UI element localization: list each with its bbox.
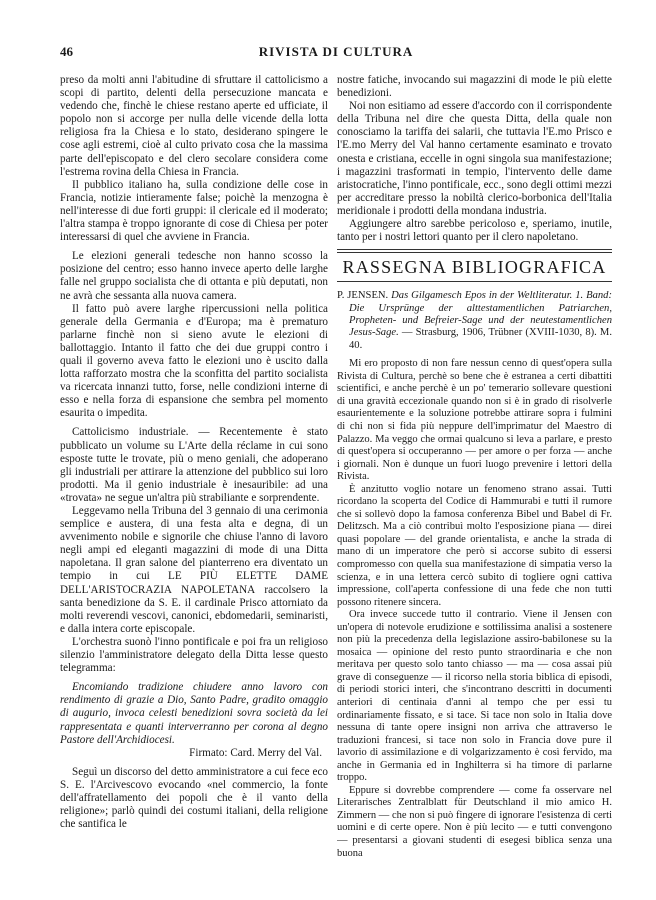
bibliography-work: Das Gilgamesch Epos in der Weltliteratur. 1. Band: Die Ursprünge der alttestamentlichen Patriarchen, Propheten- und Befreier-Sage und der neutestamentlichen Jesus-Sage. [349, 290, 612, 339]
paragraph: Cattolicismo industriale. — Recentemente è stato pubblicato un volume su L'Arte della réclame in cui sono esposte tutte le trovate, più o meno geniali, che adoperano gli industriali per attirare la attenzione del pubblico sui loro prodotti. Ma il genio industriale è inesauribile: ad una «trovata» ne segue un'altra più strabiliante e sorprendente. [60, 426, 328, 504]
review-body [337, 358, 612, 860]
paragraph: preso da molti anni l'abitudine di sfruttare il cattolicismo a scopi di partito, delenti della persecuzione mancata e vedendo che, finchè le chiese restano aperte ed ufficiate, il popolo non si accorge per nulla delle vicende della lotta religiosa fra la Chiesa e lo stato, desiderano spingere le cose agli estremi, cioè al culto privato cosa che la massima parte dell'episcopato e del clero secolare considera come l'estrema rovina della Chiesa in Francia. [60, 74, 328, 178]
bibliography-imprint: — Strasburg, 1906, Trübner (XVIII-1030, 8). M. 40. [349, 327, 612, 351]
right-column [337, 74, 612, 886]
left-column [60, 74, 328, 886]
paragraph: Seguì un discorso del detto amministratore a cui fece eco S. E. l'Arcivescovo evocando «nel commercio, la fonte dell'affratellamento dei popoli che è il vanto della religione»; parlò quindi dei costumi italiani, della religione che santifica le [60, 765, 328, 831]
journal-title: RIVISTA DI CULTURA [258, 44, 414, 59]
paragraph: Il pubblico italiano ha, sulla condizione delle cose in Francia, notizie intieramente false; poichè la menzogna è nell'interesse di due forti gruppi: il clericale ed il moderato; l'altra stampa è troppo ignorante di cose di Chiesa per poter interessarsi di quel che avviene in Francia. [60, 178, 328, 244]
bibliography-author: P. JENSEN. [337, 290, 389, 302]
page-header [60, 44, 612, 62]
paragraph: Noi non esitiamo ad essere d'accordo con il corrispondente della Tribuna nel dire che questa Ditta, della quale non conosciamo la tariffa dei salarii, che tuttavia l'E.mo Prisco e l'E.mo Merry del Val hanno certamente esaminato e trovato onesta e cristiana, eccelle in ogni singola sua manifestazione; i magazzini trasformati in tempio, l'intervento delle dame aristocratiche, l'inno pontificale, ecc., sono degli ottimi mezzi per accreditare presso la nobiltà clerico-borbonica dell'Italia meridionale i prodotti della mondana industria. [337, 100, 612, 217]
telegram-quote: Encomiando tradizione chiudere anno lavoro con rendimento di grazie a Dio, Santo Padre, gradito omaggio di augurio, invoca celesti benedizioni sovra società da lei rappresentata e quanti interverranno per corona al degno Pastore dell'Archidiocesi. [60, 681, 328, 746]
section-title: RASSEGNA BIBLIOGRAFICA [337, 252, 612, 282]
page-number: 46 [60, 44, 73, 59]
section-divider [337, 249, 612, 250]
review-paragraph: Eppure si dovrebbe comprendere — come fa osservare nel Literarisches Zentralblatt für Deutschland il mio amico H. Zimmern — che non si può fingere di ignorare l'esistenza di certi uomini e di certe opere. Non è più lecito — e tutti convengono — presentarsi a giovani studenti di esegesi biblica senza una buona [337, 784, 612, 859]
paragraph: Le elezioni generali tedesche non hanno scosso la posizione del centro; esso hanno invece aperto delle larghe falle nel gruppo socialista che di ottanta e più deputati, non ne avrà che sessanta alla nuova camera. [60, 250, 328, 302]
paragraph: Il fatto può avere larghe ripercussioni nella politica generale della Germania e d'Europa; ma è prematuro parlarne finchè non si sieno avute le elezioni di ballottaggio. Intanto il fatto che dei due gruppi contro i quali il governo aveva fatto le elezioni uno è uscito dalla lotta rafforzato mostra che la sconfitta del partito socialista va ricercata innanzi tutto, forse, nelle condizioni interne di esso e nella forza di espansione che sembra pel momento esaurita o impedita. [60, 302, 328, 420]
paragraph: Aggiungere altro sarebbe pericoloso e, speriamo, inutile, tanto per i nostri lettori quanto per il clero napoletano. [337, 218, 612, 244]
paragraph: L'orchestra suonò l'inno pontificale e poi fra un religioso silenzio l'amministratore delegato della Ditta lesse questo telegramma: [60, 635, 328, 675]
telegram-signature: Firmato: Card. Merry del Val. [189, 746, 322, 759]
review-paragraph: Mi ero proposto di non fare nessun cenno di quest'opera sulla Rivista di Cultura, perchè so bene che è estranea a certi dibattiti scientifici, e anche perchè è un po' temerario sollevare questioni di una gravità eccezionale quando non si è in grado di risolverle esaurientemente e la soluzione potrebbe attirare sopra i fulmini di chi non si fida più neppure dell'imprimatur del Maestro di Palazzo. Ma veggo che ormai qualcuno si leva a parlare, e presto di quest'opera si occuperanno — per amore o per forza — anche i giornali. Non è dunque un fuori luogo prevenire i lettori della Rivista. [337, 358, 612, 483]
paragraph: nostre fatiche, invocando sui magazzini di mode le più elette benedizioni. [337, 74, 612, 100]
review-paragraph: È anzitutto voglio notare un fenomeno strano assai. Tutti ricordano la scoperta del Codice di Hammurabi e tutti il rumore che si sollevò dopo la famosa conferenza Bibel und Babel di Fr. Delitzsch. Ma a ciò contribuì molto l'esposizione piana — direi quasi popolare — del grande orientalista, e anche la strada di mano di un imperatore che però si accorse subito di essersi compromesso con quella sua manifestazione di simpatia verso la scienza, e in una lettera cercò subito di togliere ogni cattiva impressione, coll'aperta confessione di una fede che non tutti possono ritenere sincera. [337, 483, 612, 608]
review-paragraph: Ora invece succede tutto il contrario. Viene il Jensen con un'opera di notevole erudizione e sottilissima analisi a sostenere non più la precedenza della legislazione assiro-babilonese su la mosaica — opinione del resto punto straordinaria e che non meritava per questo solo tanto chiasso — ma — cosa assai più grave di conseguenze — il ricorso nella storia biblica di episodi, di periodi storici interi, che s'incontrano descritti in documenti anteriori di centinaia d'anni al tempo che per essi tu ordinariamente fissato, e si tace. Si tace non solo in Italia dove nessuna di tante opere insigni non arriva che attraverso le traduzioni francesi, si tace non solo in Francia dove pure il lavorio di assimilazione e di volgarizzamento è così fervido, ma anche in Germania ed in Inghilterra si ha timore di parlarne troppo. [337, 609, 612, 784]
bibliography-entry [337, 290, 612, 352]
paragraph: Leggevamo nella Tribuna del 3 gennaio di una cerimonia semplice e austera, di una festa alta e degna, di un avvenimento nobile e signorile che chiuse l'anno di lavoro negli ampi ed eleganti magazzini di mode di una Ditta napoletana. Il gran salone del pianterreno era diventato un tempio in cui LE PIÙ ELETTE DAME DELL'ARISTOCRAZIA NAPOLETANA raccolsero la santa benedizione da S. E. il cardinale Prisco attorniato da molti reverendi vescovi, canonici, ebdomedarii, seminaristi, e dalla intera corte episcopale. [60, 505, 328, 635]
